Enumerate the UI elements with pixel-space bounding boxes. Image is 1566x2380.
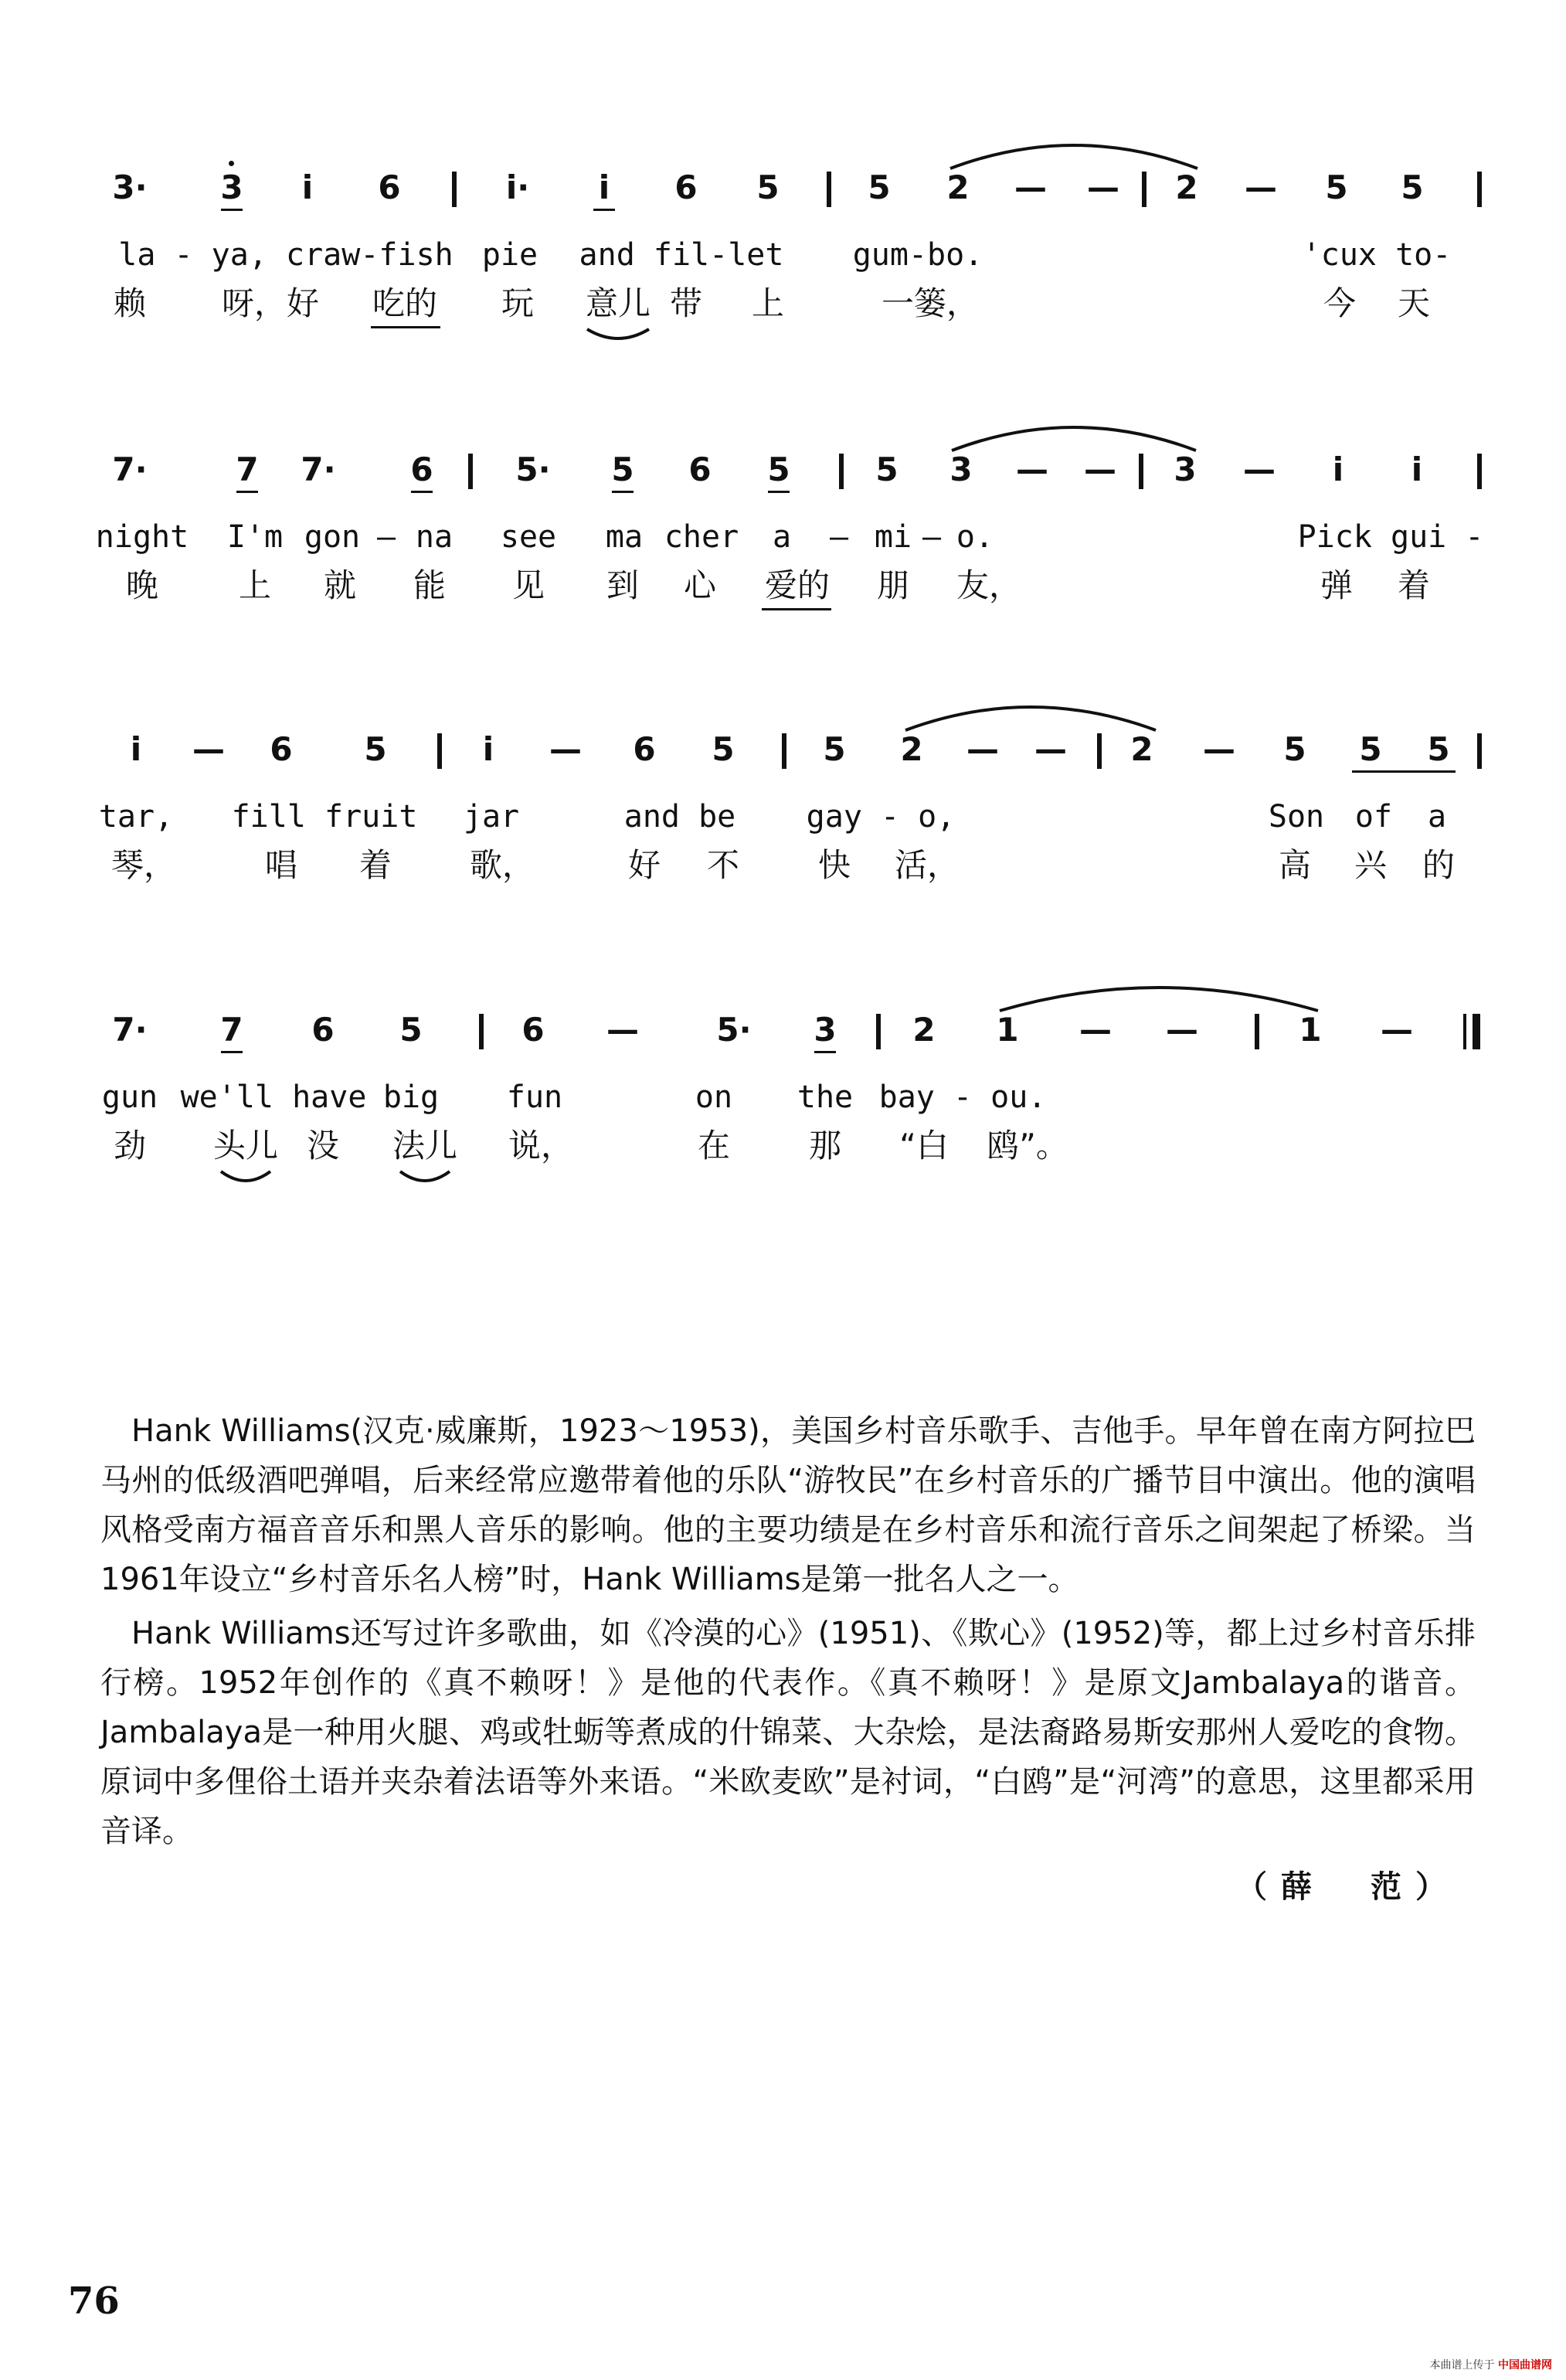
bar-line [437,733,442,769]
lyric-zh: 琴， [110,846,177,884]
eighth-underline [1352,770,1456,773]
high-octave-dot [229,161,234,166]
lyric-en: jar [463,799,520,835]
tie-arc [905,702,1156,733]
note: 7· [301,450,336,488]
note: 3 [220,168,243,206]
lyric-en: gum-bo. [852,237,983,273]
note: 3 [949,450,973,488]
note: 5 [611,450,634,488]
lyric-en: pie [481,237,538,273]
note: — [1087,168,1119,206]
lyric-en: fun [506,1080,563,1115]
note: 3· [112,168,148,206]
note: 2 [912,1011,936,1049]
lyric-zh: 说， [508,1127,574,1164]
english-lyrics-row [0,1082,1566,1128]
note: i· [505,168,530,206]
lyric-en: night [95,519,189,555]
note: 7· [112,450,148,488]
page-number: 76 [68,2280,120,2323]
eighth-underline [411,491,433,493]
note: 5 [1359,730,1382,768]
note: i [301,168,314,206]
lyric-zh: 不 [706,846,740,884]
note: 6 [378,168,401,206]
watermark-site: 中国曲谱网 [1498,2359,1552,2372]
song-notes [100,1406,1476,1856]
lyric-zh: 爱的 [764,566,831,604]
lyric-en: — [376,519,396,555]
note: 5 [1283,730,1306,768]
note: 6 [410,450,433,488]
lyric-en: cher [664,519,739,555]
lyric-en: on [695,1080,733,1115]
lyric-zh: 见 [511,566,545,604]
slur-arc [587,328,649,343]
chinese-lyrics-row [0,284,1566,334]
lyric-underline [371,326,440,328]
jianpu-notes-row [0,168,1566,218]
bar-line [1477,172,1482,207]
lyric-zh: 带 [669,284,703,322]
lyric-en: — [922,519,942,555]
translator-credit: （薛 范） [1236,1869,1460,1905]
lyric-en: the [797,1080,854,1115]
note: 5 [756,168,780,206]
notes-paragraph-1: Hank Williams(汉克·威廉斯，1923～1953)，美国乡村音乐歌手、吉他手。早年曾在南方阿拉巴马州的低级酒吧弹唱，后来经常应邀带着他的乐队“游牧民”在乡村音乐的广播节目中演出。他的演唱风格受南方福音音乐和黑人音乐的影响。他的主要功绩是在乡村音乐和流行音乐之间架起了桥梁。当1961年设立“乡村音乐名人榜”时，Hank Williams是第一批名人之一。 [100,1413,1476,1597]
note: — [1016,450,1048,488]
lyric-zh: 就 [323,566,357,604]
note: i [482,730,494,768]
lyric-zh: 弹 [1320,566,1354,604]
slur-arc [221,1170,270,1185]
bar-line [1477,733,1482,769]
bar-line [1255,1014,1259,1049]
eighth-underline [221,209,243,211]
note: — [1014,168,1047,206]
note: 6 [674,168,698,206]
lyric-zh: 今 [1323,284,1357,322]
lyric-en: bay - ou. [878,1080,1047,1115]
score-system-4 [0,1005,1566,1236]
lyric-en: gun [101,1080,158,1115]
lyric-zh: 友， [956,566,1022,604]
note: — [1034,730,1067,768]
note: 2 [1175,168,1198,206]
eighth-underline [612,491,634,493]
note: 6 [521,1011,545,1049]
eighth-underline [768,491,790,493]
lyric-zh: 在 [697,1127,731,1164]
score-system-2 [0,444,1566,676]
watermark [1430,2357,1552,2372]
note: 7 [236,450,259,488]
lyric-en: — [829,519,849,555]
bar-line [1477,454,1482,489]
note: 5· [716,1011,752,1049]
final-barline-thin [1463,1014,1466,1049]
lyric-zh: 法儿 [392,1127,458,1164]
note: — [966,730,999,768]
lyric-en: tar, [98,799,174,835]
bar-line [876,1014,881,1049]
note: 5 [399,1011,423,1049]
lyric-zh: 活， [894,846,960,884]
bar-line [468,454,473,489]
note: — [1079,1011,1112,1049]
note: 1 [1299,1011,1322,1049]
note: 5 [364,730,387,768]
bar-line [452,172,457,207]
lyric-zh: 上 [751,284,785,322]
english-lyrics-row [0,519,1566,568]
lyric-zh: 快 [817,846,851,884]
watermark-prefix: 本曲谱上传于 [1429,2359,1495,2372]
lyric-zh: 头儿 [212,1127,279,1164]
bar-line [827,172,831,207]
note: 6 [633,730,656,768]
lyric-underline [762,608,831,610]
lyric-zh: 一篓， [881,284,980,322]
lyric-zh: 兴 [1354,846,1388,884]
lyric-en: I'm [226,519,284,555]
note: 2 [946,168,970,206]
lyric-en: big [382,1080,440,1115]
lyric-zh: 朋 [876,566,910,604]
note: — [1166,1011,1198,1049]
lyric-zh: “白 [899,1127,949,1164]
note: — [1203,730,1235,768]
lyric-en: Pick gui - [1297,519,1484,555]
jianpu-notes-row [0,1011,1566,1060]
note: 5· [515,450,551,488]
note: — [192,730,225,768]
note: 2 [1130,730,1153,768]
lyric-zh: 上 [238,566,272,604]
lyric-en: 'cux to- [1302,237,1452,273]
note: — [606,1011,639,1049]
bar-line [782,733,786,769]
lyric-zh: 玩 [501,284,535,322]
notes-paragraph-2: Hank Williams还写过许多歌曲，如《冷漠的心》(1951)、《欺心》(1952)等，都上过乡村音乐排行榜。1952年创作的《真不赖呀！》是他的代表作。《真不赖呀！》是原文Jambalaya的谐音。Jambalaya是一种用火腿、鸡或牡蛎等煮成的什锦菜、大杂烩，是法裔路易斯安那州人爱吃的食物。原词中多俚俗土语并夹杂着法语等外来语。“米欧麦欧”是衬词，“白鸥”是“河湾”的意思，这里都采用音译。 [100,1616,1476,1849]
lyric-en: a [772,519,792,555]
chinese-lyrics-row [0,566,1566,616]
note: 5 [1427,730,1450,768]
lyric-en: a [1427,799,1447,835]
lyric-en: gon [304,519,361,555]
note: i [1411,450,1423,488]
lyric-zh: 高 [1278,846,1312,884]
lyric-zh: 呀，好 [221,284,320,322]
lyric-zh: 能 [413,566,447,604]
eighth-underline [814,1051,836,1053]
note: i [1332,450,1344,488]
lyric-zh: 没 [306,1127,340,1164]
bar-line [839,454,844,489]
tie-arc [952,423,1196,454]
jianpu-notes-row [0,730,1566,780]
tie-arc [950,141,1197,172]
lyric-en: o. [956,519,994,555]
lyric-zh: 心 [683,566,717,604]
note: — [1243,450,1276,488]
lyric-en: fill fruit [231,799,418,835]
lyric-zh: 唱 [264,846,298,884]
final-barline-thick [1473,1014,1480,1049]
note: 2 [900,730,923,768]
lyric-zh: 赖 [113,284,147,322]
lyric-en: mi [874,519,912,555]
lyric-zh: 意儿 [585,284,651,322]
note: 6 [688,450,712,488]
lyric-zh: 劲 [113,1127,147,1164]
lyric-en: na [415,519,453,555]
lyric-zh: 着 [358,846,392,884]
lyric-zh: 吃的 [372,284,438,322]
note: 1 [996,1011,1019,1049]
note: 5 [1325,168,1348,206]
lyric-en: we'll have [180,1080,367,1115]
bar-line [1097,733,1102,769]
note: 5 [712,730,735,768]
lyric-zh: 天 [1397,284,1431,322]
bar-line [1142,172,1146,207]
note: — [1245,168,1277,206]
tie-arc [1000,983,1318,1014]
note: i [130,730,142,768]
lyric-zh: 那 [808,1127,842,1164]
note: — [549,730,582,768]
english-lyrics-row [0,801,1566,848]
note: 6 [311,1011,335,1049]
lyric-en: la - ya, craw-fish [118,237,453,273]
note: 5 [823,730,846,768]
lyric-en: see [500,519,557,555]
lyric-en: Son [1268,799,1325,835]
note: 7 [220,1011,243,1049]
eighth-underline [221,1051,243,1053]
eighth-underline [236,491,258,493]
chinese-lyrics-row [0,1127,1566,1176]
note: 5 [767,450,790,488]
lyric-zh: 歌， [469,846,535,884]
lyric-en: gay - o, [806,799,956,835]
note: — [1381,1011,1413,1049]
chinese-lyrics-row [0,846,1566,896]
score-system-1 [0,162,1566,394]
lyric-zh: 好 [627,846,661,884]
note: 5 [875,450,898,488]
note: 3 [1174,450,1197,488]
note: — [1084,450,1116,488]
eighth-underline [593,209,615,211]
note: 7· [112,1011,148,1049]
lyric-en: and fil-let [579,237,784,273]
score-system-3 [0,724,1566,956]
lyric-zh: 的 [1422,846,1456,884]
jianpu-notes-row [0,450,1566,500]
lyric-en: and be [623,799,736,835]
lyric-zh: 着 [1397,566,1431,604]
lyric-zh: 晚 [125,566,159,604]
note: 6 [270,730,293,768]
note: 3 [814,1011,837,1049]
lyric-zh: 鸥”。 [987,1127,1068,1164]
note: i [598,168,610,206]
bar-line [1139,454,1143,489]
bar-line [479,1014,484,1049]
lyric-en: of [1354,799,1393,835]
note: 5 [1401,168,1424,206]
english-lyrics-row [0,237,1566,286]
lyric-en: ma [605,519,644,555]
slur-arc [400,1170,450,1185]
note: 5 [868,168,891,206]
lyric-zh: 到 [606,566,640,604]
